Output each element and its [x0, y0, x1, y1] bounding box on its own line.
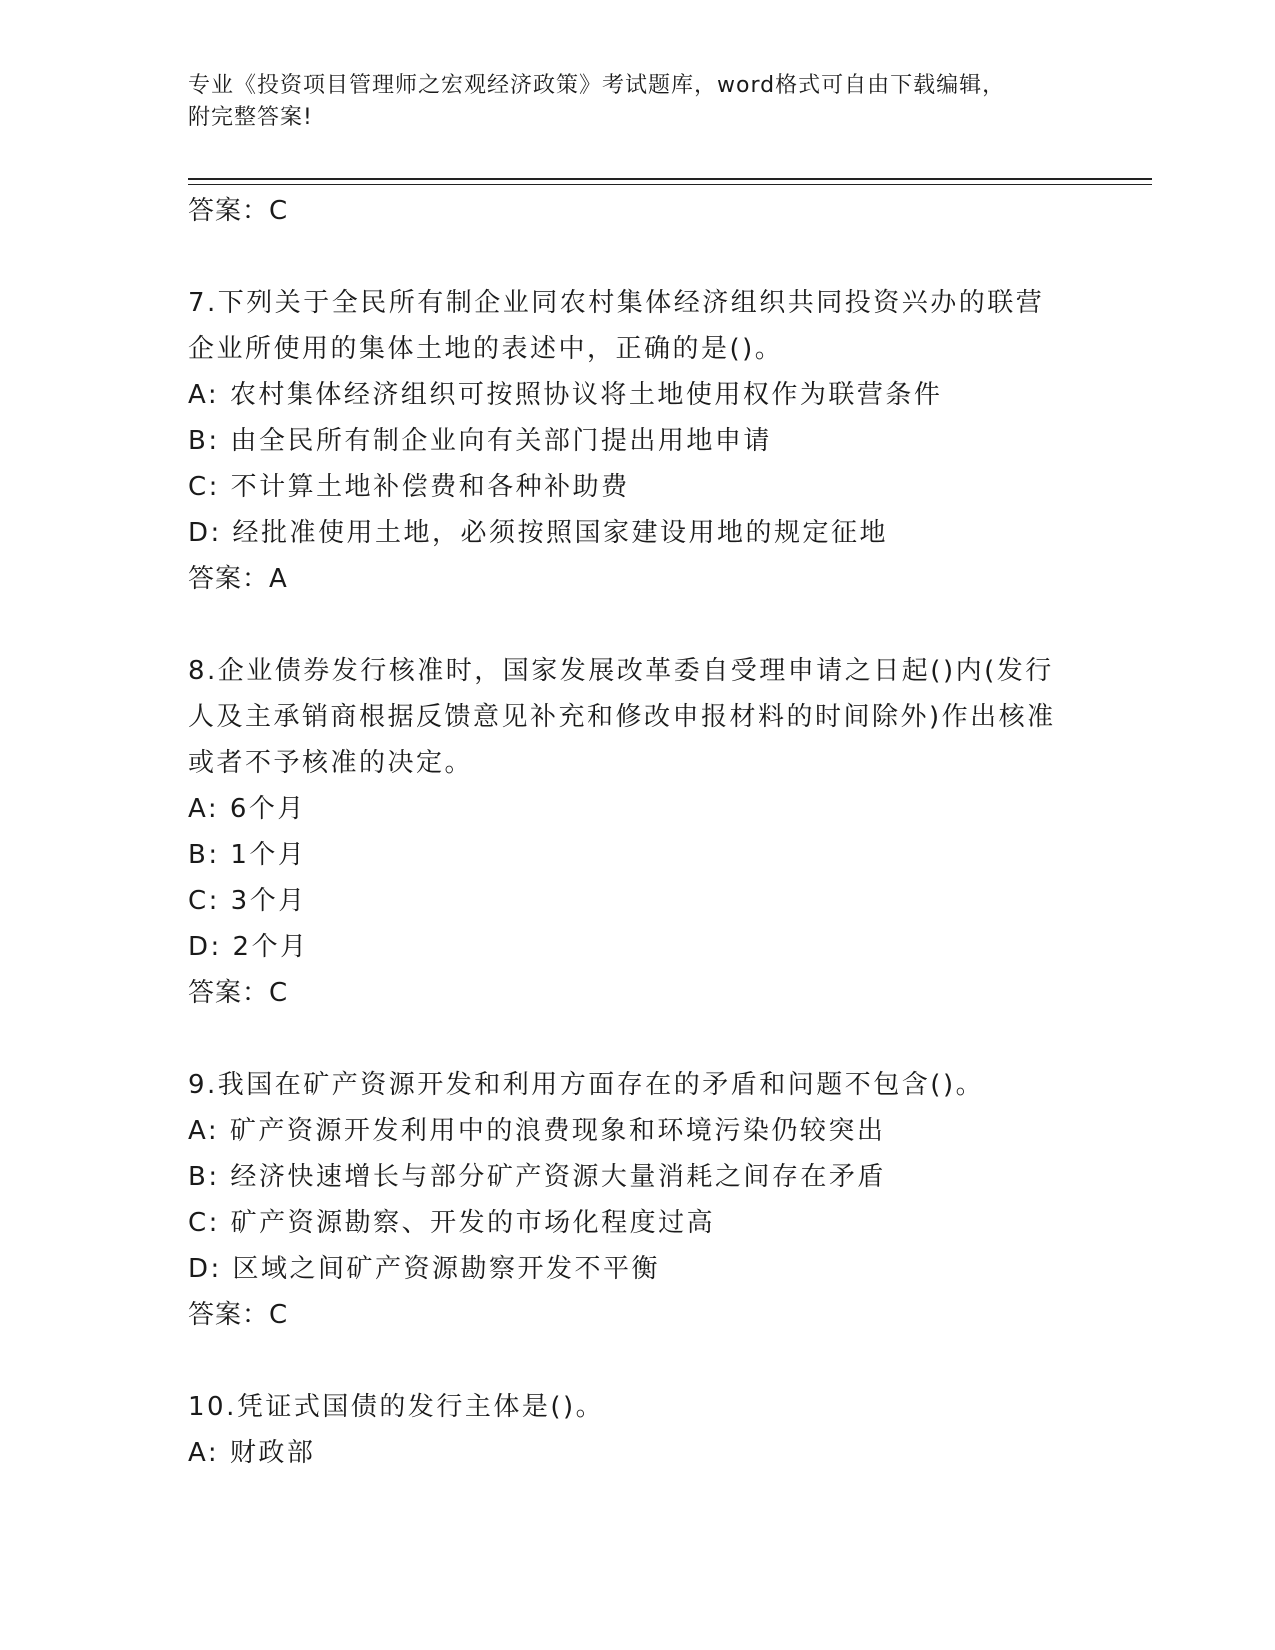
option-a: A: 6个月	[188, 794, 306, 824]
question-text: 7.下列关于全民所有制企业同农村集体经济组织共同投资兴办的联营	[188, 288, 1045, 318]
header-line-1: 专业《投资项目管理师之宏观经济政策》考试题库，word格式可自由下载编辑，	[188, 73, 1006, 98]
question-text: 人及主承销商根据反馈意见补充和修改申报材料的时间除外)作出核准	[188, 702, 1056, 732]
answer-line: 答案：C	[188, 1300, 289, 1330]
spacer	[188, 1016, 1128, 1062]
question-text: 8.企业债券发行核准时，国家发展改革委自受理申请之日起()内(发行	[188, 656, 1054, 686]
spacer	[188, 602, 1128, 648]
option-a: A: 矿产资源开发利用中的浪费现象和环境污染仍较突出	[188, 1116, 886, 1146]
question-text: 企业所使用的集体土地的表述中，正确的是()。	[188, 334, 784, 364]
question-block	[188, 648, 1128, 1016]
answer-line: 答案：C	[188, 196, 289, 226]
document-body	[188, 188, 1128, 1476]
option-c: C: 矿产资源勘察、开发的市场化程度过高	[188, 1208, 716, 1238]
question-block	[188, 1062, 1128, 1338]
header-rule-thick	[188, 178, 1152, 180]
option-c: C: 3个月	[188, 886, 307, 916]
answer-line: 答案：A	[188, 564, 288, 594]
document-header	[188, 70, 1068, 134]
question-text: 10.凭证式国债的发行主体是()。	[188, 1392, 605, 1422]
option-b: B: 经济快速增长与部分矿产资源大量消耗之间存在矛盾	[188, 1162, 886, 1192]
question-block	[188, 280, 1128, 602]
header-rule-thin	[188, 184, 1152, 185]
spacer	[188, 234, 1128, 280]
option-b: B: 1个月	[188, 840, 307, 870]
spacer	[188, 1338, 1128, 1384]
option-d: D: 经批准使用土地，必须按照国家建设用地的规定征地	[188, 518, 889, 548]
question-text: 9.我国在矿产资源开发和利用方面存在的矛盾和问题不包含()。	[188, 1070, 985, 1100]
answer-line: 答案：C	[188, 978, 289, 1008]
question-block	[188, 1384, 1128, 1476]
option-d: D: 2个月	[188, 932, 309, 962]
option-d: D: 区域之间矿产资源勘察开发不平衡	[188, 1254, 661, 1284]
option-b: B: 由全民所有制企业向有关部门提出用地申请	[188, 426, 772, 456]
question-text: 或者不予核准的决定。	[188, 748, 474, 778]
option-a: A: 农村集体经济组织可按照协议将土地使用权作为联营条件	[188, 380, 943, 410]
header-line-2: 附完整答案!	[188, 105, 313, 130]
option-c: C: 不计算土地补偿费和各种补助费	[188, 472, 630, 502]
option-a: A: 财政部	[188, 1438, 316, 1468]
